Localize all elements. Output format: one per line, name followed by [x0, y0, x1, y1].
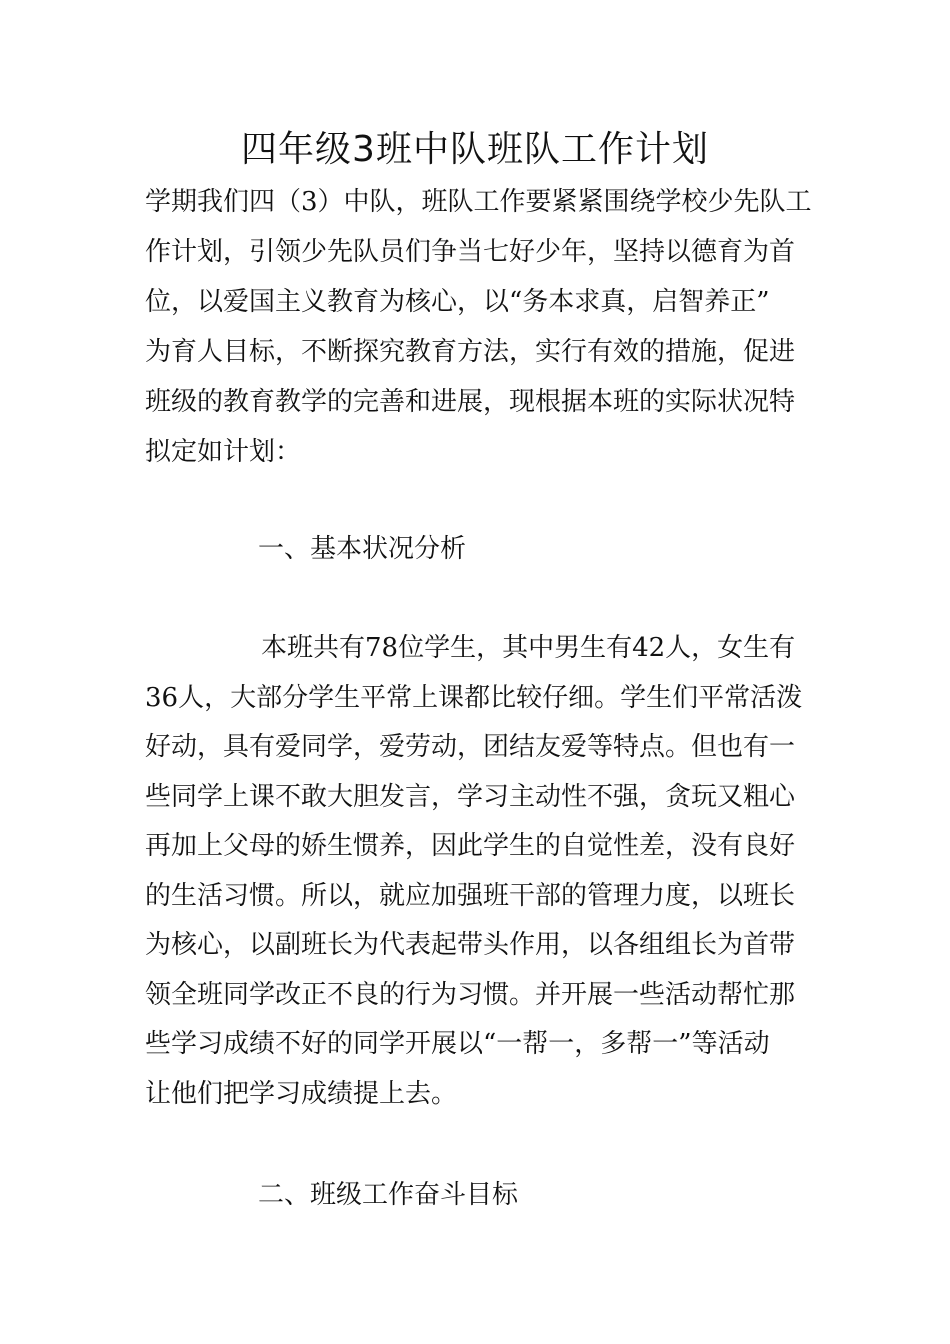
document-title: 四年级3班中队班队工作计划 [241, 129, 709, 170]
paragraph-line: 领全班同学改正不良的行为习惯。并开展一些活动帮忙那 [145, 979, 796, 1010]
intro-line: 为育人目标，不断探究教育方法，实行有效的措施，促进 [145, 337, 796, 367]
intro-line: 班级的教育教学的完善和进展，现根据本班的实际状况特 [145, 387, 796, 417]
paragraph-line: 些学习成绩不好的同学开展以“一帮一，多帮一”等活动 [145, 1029, 770, 1059]
section-heading-class-goals: 二、班级工作奋斗目标 [258, 1180, 519, 1210]
paragraph-line: 好动，具有爱同学，爱劳动，团结友爱等特点。但也有一 [145, 732, 796, 762]
paragraph-line: 的生活习惯。所以，就应加强班干部的管理力度，以班长 [145, 880, 796, 911]
intro-line: 作计划，引领少先队员们争当七好少年，坚持以德育为首 [145, 237, 796, 267]
basic-analysis-paragraph [145, 624, 805, 1119]
intro-paragraph [145, 177, 812, 477]
paragraph-line: 再加上父母的娇生惯养，因此学生的自觉性差，没有良好 [145, 831, 796, 861]
paragraph-line: 让他们把学习成绩提上去。 [145, 1078, 458, 1109]
paragraph-line: 36人，大部分学生平常上课都比较仔细。学生们平常活泼 [145, 682, 803, 713]
paragraph-line: 本班共有78位学生，其中男生有42人，女生有 [261, 633, 796, 663]
paragraph-line: 些同学上课不敢大胆发言，学习主动性不强，贪玩又粗心 [145, 781, 796, 812]
intro-line: 学期我们四（3）中队，班队工作要紧紧围绕学校少先队工 [145, 187, 812, 217]
paragraph-line: 为核心，以副班长为代表起带头作用，以各组组长为首带 [145, 930, 796, 960]
section-heading-basic-analysis: 一、基本状况分析 [258, 534, 467, 564]
intro-line: 位，以爱国主义教育为核心，以“务本求真，启智养正” [145, 287, 770, 317]
intro-line: 拟定如计划： [145, 437, 302, 467]
